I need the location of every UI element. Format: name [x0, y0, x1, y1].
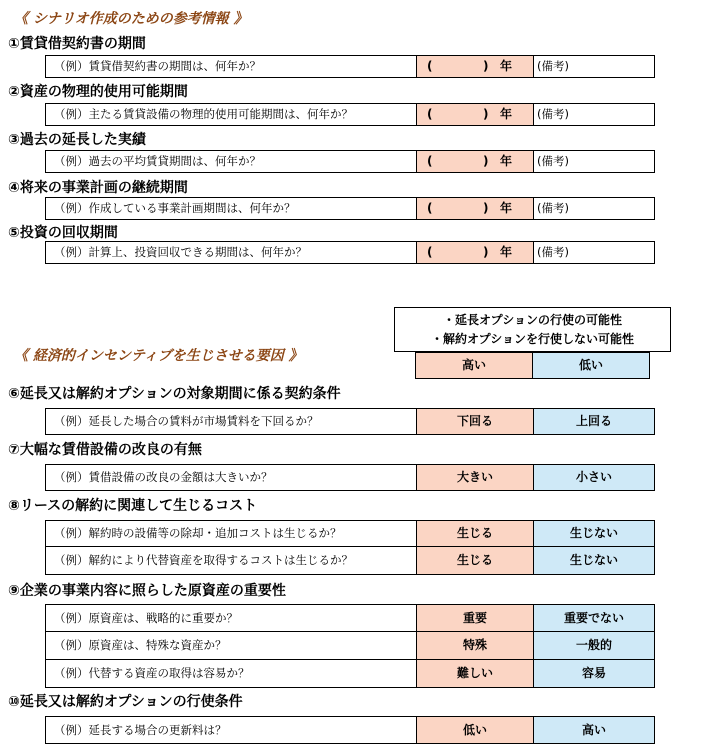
row-substitute — [45, 660, 655, 688]
choice-high-substitute[interactable]: 難しい — [417, 660, 534, 687]
question-strategic: （例）原資産は、戦略的に重要か？ — [46, 605, 417, 631]
choice-low-replacement-cost[interactable]: 生じない — [534, 547, 654, 574]
heading-business-plan: ④将来の事業計画の継続期間 — [8, 180, 188, 196]
question-business-plan: （例）作成している事業計画期間は、何年か？ — [46, 198, 417, 219]
row-renewal-fee — [45, 716, 655, 744]
heading-lease-term: ①賃貸借契約書の期間 — [8, 36, 146, 52]
row-replacement-cost — [45, 547, 655, 575]
choice-low-strategic[interactable]: 重要でない — [534, 605, 654, 631]
header-high: 高い — [416, 353, 533, 378]
heading-useful-life: ②資産の物理的使用可能期間 — [8, 84, 188, 100]
header-line-not-cancel: ・解約オプションを行使しない可能性 — [431, 332, 634, 346]
note-payback[interactable]: (備考) — [537, 245, 569, 259]
section2-title: 《 経済的インセンティブを生じさせる要因 》 — [14, 348, 303, 364]
heading-improvements: ⑦大幅な賃借設備の改良の有無 — [8, 442, 202, 458]
row-improvement-amount — [45, 464, 655, 491]
choice-low-renewal-fee[interactable]: 高い — [534, 717, 654, 743]
row-rent-vs-market — [45, 408, 655, 435]
choice-high-improvement-amount[interactable]: 大きい — [417, 465, 534, 490]
row-payback — [45, 241, 655, 264]
heading-exercise-conditions: ⑩延長又は解約オプションの行使条件 — [8, 694, 243, 710]
choice-high-rent-vs-market[interactable]: 下回る — [417, 409, 534, 434]
years-input-lease-term[interactable]: ( ) 年 — [417, 56, 534, 77]
note-business-plan[interactable]: (備考) — [537, 201, 569, 215]
likelihood-header-row — [415, 352, 650, 379]
note-lease-term[interactable]: (備考) — [537, 59, 569, 73]
choice-high-strategic[interactable]: 重要 — [417, 605, 534, 631]
choice-high-removal-cost[interactable]: 生じる — [417, 521, 534, 546]
years-input-past-extension[interactable]: ( ) 年 — [417, 151, 534, 172]
row-past-extension — [45, 150, 655, 173]
choice-low-specialized[interactable]: 一般的 — [534, 632, 654, 659]
row-removal-cost — [45, 520, 655, 547]
heading-payback: ⑤投資の回収期間 — [8, 225, 118, 241]
question-rent-vs-market: （例）延長した場合の賃料が市場賃料を下回るか？ — [46, 409, 417, 434]
choice-high-specialized[interactable]: 特殊 — [417, 632, 534, 659]
row-business-plan — [45, 197, 655, 220]
years-input-payback[interactable]: ( ) 年 — [417, 242, 534, 263]
heading-contract-terms: ⑥延長又は解約オプションの対象期間に係る契約条件 — [8, 386, 341, 402]
heading-asset-importance: ⑨企業の事業内容に照らした原資産の重要性 — [8, 583, 286, 599]
row-specialized — [45, 632, 655, 660]
choice-high-renewal-fee[interactable]: 低い — [417, 717, 534, 743]
row-useful-life — [45, 103, 655, 126]
question-removal-cost: （例）解約時の設備等の除却・追加コストは生じるか？ — [46, 521, 417, 546]
header-low: 低い — [533, 353, 649, 378]
question-lease-term: （例）賃貸借契約書の期間は、何年か？ — [46, 56, 417, 77]
choice-high-replacement-cost[interactable]: 生じる — [417, 547, 534, 574]
note-useful-life[interactable]: (備考) — [537, 107, 569, 121]
question-replacement-cost: （例）解約により代替資産を取得するコストは生じるか？ — [46, 547, 417, 574]
question-substitute: （例）代替する資産の取得は容易か？ — [46, 660, 417, 687]
choice-low-rent-vs-market[interactable]: 上回る — [534, 409, 654, 434]
question-renewal-fee: （例）延長する場合の更新料は？ — [46, 717, 417, 743]
years-input-useful-life[interactable]: ( ) 年 — [417, 104, 534, 125]
question-improvement-amount: （例）賃借設備の改良の金額は大きいか？ — [46, 465, 417, 490]
row-lease-term — [45, 55, 655, 78]
row-strategic — [45, 604, 655, 632]
question-payback: （例）計算上、投資回収できる期間は、何年か？ — [46, 242, 417, 263]
section1-title: 《 シナリオ作成のための参考情報 》 — [14, 11, 248, 27]
question-past-extension: （例）過去の平均賃貸期間は、何年か？ — [46, 151, 417, 172]
question-specialized: （例）原資産は、特殊な資産か？ — [46, 632, 417, 659]
choice-low-substitute[interactable]: 容易 — [534, 660, 654, 687]
years-input-business-plan[interactable]: ( ) 年 — [417, 198, 534, 219]
choice-low-improvement-amount[interactable]: 小さい — [534, 465, 654, 490]
note-past-extension[interactable]: (備考) — [537, 154, 569, 168]
heading-termination-costs: ⑧リースの解約に関連して生じるコスト — [8, 498, 258, 514]
question-useful-life: （例）主たる賃貸設備の物理的使用可能期間は、何年か？ — [46, 104, 417, 125]
choice-low-removal-cost[interactable]: 生じない — [534, 521, 654, 546]
heading-past-extension: ③過去の延長した実績 — [8, 132, 146, 148]
header-line-extend: ・延長オプションの行使の可能性 — [443, 313, 622, 327]
likelihood-header-box — [394, 307, 671, 352]
